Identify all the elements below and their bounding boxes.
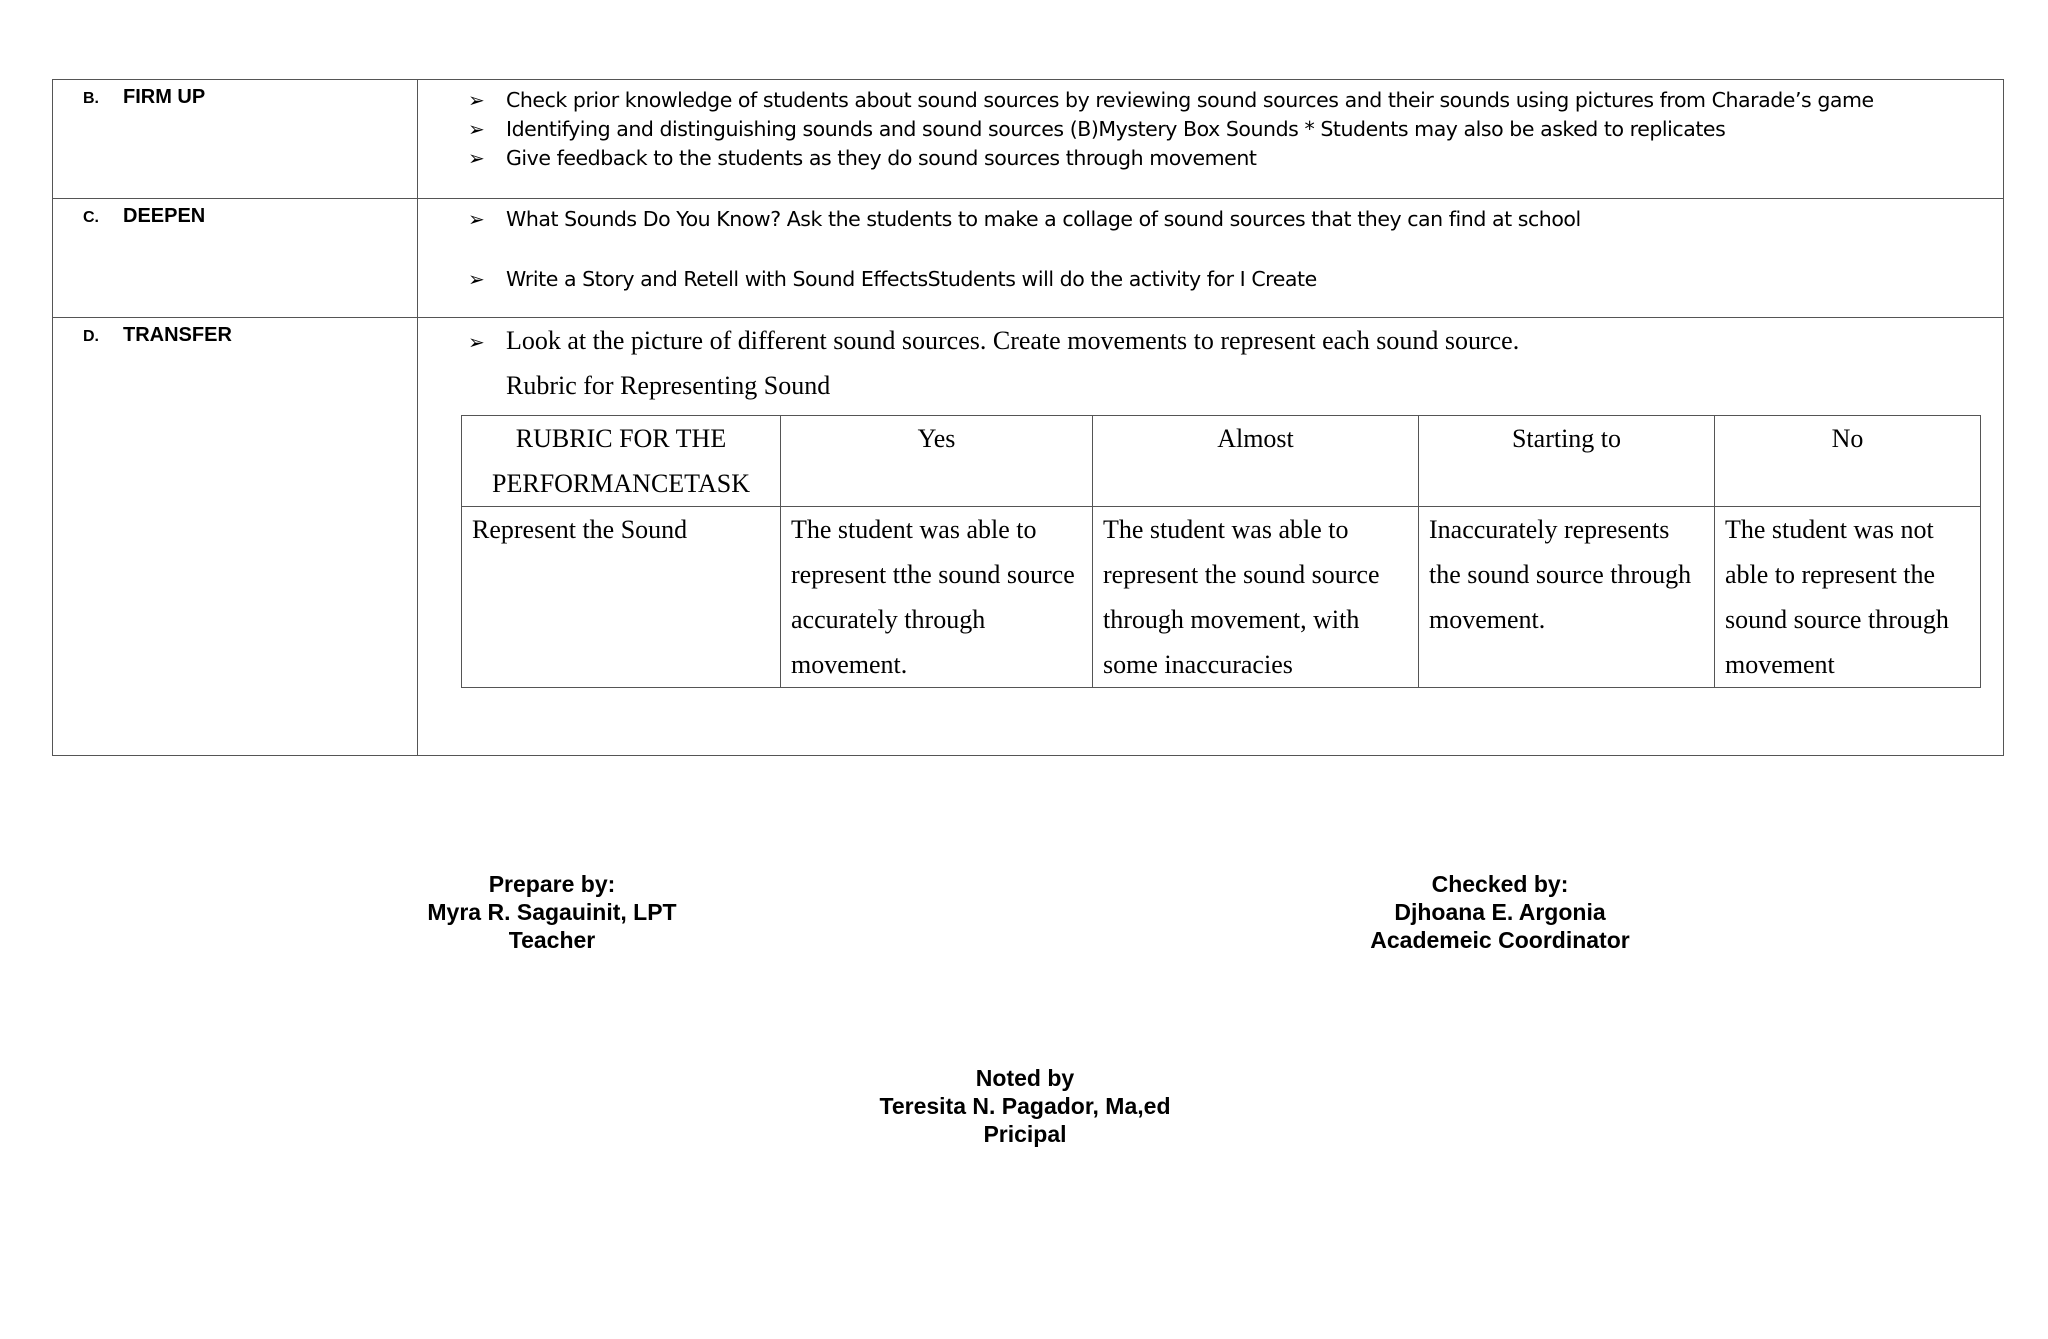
bullet-text: Identifying and distinguishing sounds and sound sources (B)Mystery Box Sounds * Students may also be asked to replicates	[506, 117, 1726, 141]
signature-role: Academeic Coordinator	[1370, 927, 1630, 953]
checked-by-signature	[1350, 870, 1650, 954]
noted-by-signature	[850, 1064, 1200, 1148]
section-row-transfer	[53, 318, 2004, 756]
list-item	[468, 144, 2003, 173]
arrow-bullet-icon: ➢	[468, 146, 485, 170]
list-item	[468, 324, 2003, 359]
arrow-bullet-icon: ➢	[468, 117, 485, 141]
signature-label: Noted by	[975, 1065, 1075, 1091]
signature-label: Checked by:	[1431, 871, 1569, 897]
section-content-cell	[418, 80, 2004, 199]
bullet-text: Write a Story and Retell with Sound EffectsStudents will do the activity for I Create	[506, 267, 1317, 291]
lesson-plan-table	[52, 79, 2004, 756]
arrow-bullet-icon: ➢	[468, 207, 485, 231]
signature-name: Teresita N. Pagador, Ma,ed	[879, 1093, 1171, 1119]
section-content-cell	[418, 318, 2004, 756]
rubric-title: Rubric for Representing Sound	[506, 371, 831, 400]
rubric-cell: Inaccurately represents the sound source through movement.	[1419, 507, 1715, 688]
section-label-cell	[53, 199, 418, 318]
section-letter: D.	[83, 328, 99, 345]
section-title: FIRM UP	[123, 86, 206, 108]
section-row-deepen	[53, 199, 2004, 318]
rubric-cell: Represent the Sound	[462, 507, 781, 688]
section-letter: C.	[83, 209, 99, 226]
signature-name: Myra R. Sagauinit, LPT	[427, 899, 677, 925]
bullet-text: Give feedback to the students as they do sound sources through movement	[506, 146, 1257, 170]
arrow-bullet-icon: ➢	[468, 330, 485, 354]
rubric-cell: The student was able to represent the sound source through movement, with some inaccuracies	[1093, 507, 1419, 688]
list-item	[468, 115, 2003, 144]
rubric-header-cell: Yes	[781, 416, 1093, 507]
rubric-cell: The student was able to represent tthe sound source accurately through movement.	[781, 507, 1093, 688]
rubric-cell: The student was not able to represent the sound source through movement	[1715, 507, 1981, 688]
section-row-firm-up	[53, 80, 2004, 199]
rubric-header-cell: Almost	[1093, 416, 1419, 507]
bullet-list	[418, 199, 2003, 294]
bullet-text: What Sounds Do You Know? Ask the students to make a collage of sound sources that they can find at school	[506, 207, 1581, 231]
section-label-cell	[53, 80, 418, 199]
list-item	[468, 205, 2003, 234]
signature-role: Pricipal	[983, 1121, 1067, 1147]
rubric-header-row	[462, 416, 1981, 507]
signature-label: Prepare by:	[488, 871, 616, 897]
rubric-header-cell: RUBRIC FOR THE PERFORMANCETASK	[462, 416, 781, 507]
section-title: DEEPEN	[123, 205, 206, 227]
bullet-list	[418, 80, 2003, 173]
section-title: TRANSFER	[123, 324, 232, 346]
table-row	[462, 507, 1981, 688]
bullet-text: Check prior knowledge of students about sound sources by reviewing sound sources and their sounds using pictures from Charade’s game	[506, 88, 1874, 112]
rubric-table	[461, 415, 1981, 688]
arrow-bullet-icon: ➢	[468, 267, 485, 291]
section-letter: B.	[83, 90, 99, 107]
signature-role: Teacher	[508, 927, 596, 953]
list-item	[468, 265, 2003, 294]
section-content-cell	[418, 199, 2004, 318]
section-label-cell	[53, 318, 418, 756]
rubric-header-cell: No	[1715, 416, 1981, 507]
rubric-header-cell: Starting to	[1419, 416, 1715, 507]
list-item	[468, 86, 2003, 115]
bullet-text: Look at the picture of different sound sources. Create movements to represent each sound source.	[506, 326, 1520, 355]
signature-name: Djhoana E. Argonia	[1394, 899, 1606, 925]
prepared-by-signature	[402, 870, 702, 954]
arrow-bullet-icon: ➢	[468, 88, 485, 112]
